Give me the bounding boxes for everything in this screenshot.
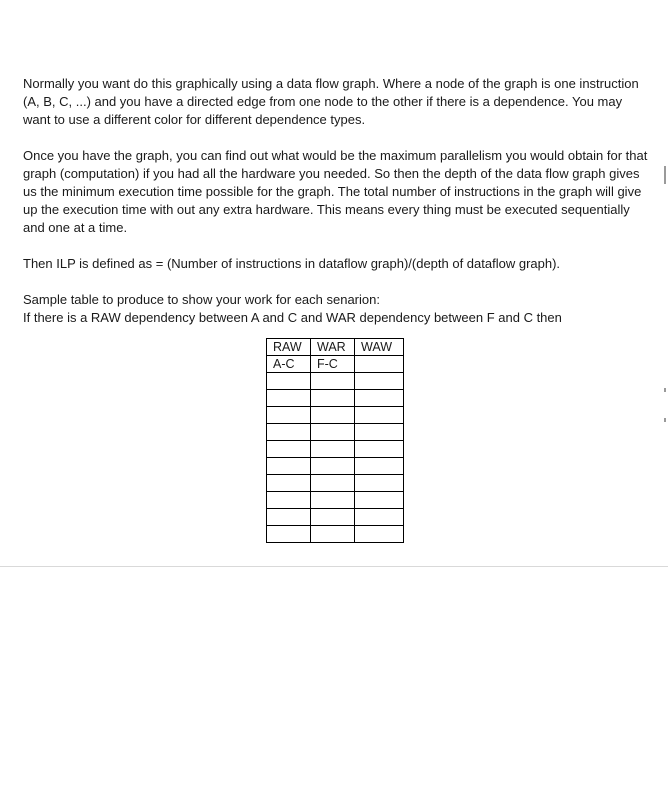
paragraph-ilp-definition: Then ILP is defined as = (Number of instructions in dataflow graph)/(depth of dataflow graph).	[23, 256, 561, 271]
table-cell: F-C	[311, 356, 355, 373]
table-cell	[355, 424, 404, 441]
table-cell	[311, 373, 355, 390]
table-cell	[267, 373, 311, 390]
edge-marker	[664, 418, 666, 422]
scrollbar-thumb[interactable]	[664, 166, 666, 184]
table-cell	[267, 390, 311, 407]
header-raw: RAW	[267, 339, 311, 356]
table-row	[267, 475, 404, 492]
table-cell	[311, 441, 355, 458]
paragraph-parallelism: Once you have the graph, you can find out what would be the maximum parallelism you would obtain for that graph (computation) if you had all the hardware you needed. So then the depth of the data flow graph gives us the minimum execution time possible for the graph. The total number of instructions in the graph will give up the execution time with out any extra hardware. This means every thing must be executed sequentially and one at a time.	[23, 148, 648, 235]
table-cell	[355, 458, 404, 475]
table-cell	[267, 509, 311, 526]
paragraph-dataflow-intro: Normally you want do this graphically using a data flow graph. Where a node of the graph is one instruction (A, B, C, ...) and you have a directed edge from one node to the other if there is a dependence. You may want to use a different color for different dependence types.	[23, 76, 639, 127]
table-row	[267, 492, 404, 509]
table-cell	[267, 492, 311, 509]
table-cell	[355, 492, 404, 509]
table-cell	[267, 458, 311, 475]
table-cell	[311, 424, 355, 441]
table-row	[267, 390, 404, 407]
table-cell	[311, 492, 355, 509]
table-cell	[355, 475, 404, 492]
table-row	[267, 407, 404, 424]
table-cell	[267, 526, 311, 543]
table-row	[267, 424, 404, 441]
header-waw: WAW	[355, 339, 404, 356]
table-cell	[267, 441, 311, 458]
table-row	[267, 373, 404, 390]
table-cell	[311, 509, 355, 526]
edge-marker	[664, 388, 666, 392]
page-divider	[0, 566, 668, 567]
table-row	[267, 458, 404, 475]
table-cell: A-C	[267, 356, 311, 373]
table-cell	[267, 475, 311, 492]
table-cell	[355, 526, 404, 543]
table-cell	[355, 390, 404, 407]
table-cell	[267, 407, 311, 424]
table-row	[267, 509, 404, 526]
paragraph-example-dependencies: If there is a RAW dependency between A and C and WAR dependency between F and C then	[23, 310, 562, 325]
table-cell	[311, 526, 355, 543]
table-row	[267, 356, 404, 373]
table-cell	[355, 441, 404, 458]
table-cell	[355, 356, 404, 373]
table-cell	[355, 407, 404, 424]
header-war: WAR	[311, 339, 355, 356]
table-row	[267, 526, 404, 543]
document-body	[23, 75, 648, 327]
table-cell	[311, 475, 355, 492]
table-cell	[267, 424, 311, 441]
table-row	[267, 441, 404, 458]
dependency-table	[266, 338, 404, 543]
table-header-row	[267, 339, 404, 356]
table-cell	[355, 373, 404, 390]
table-cell	[311, 458, 355, 475]
paragraph-sample-table-intro: Sample table to produce to show your work for each senarion:	[23, 292, 380, 307]
table-cell	[355, 509, 404, 526]
table-cell	[311, 390, 355, 407]
table-cell	[311, 407, 355, 424]
